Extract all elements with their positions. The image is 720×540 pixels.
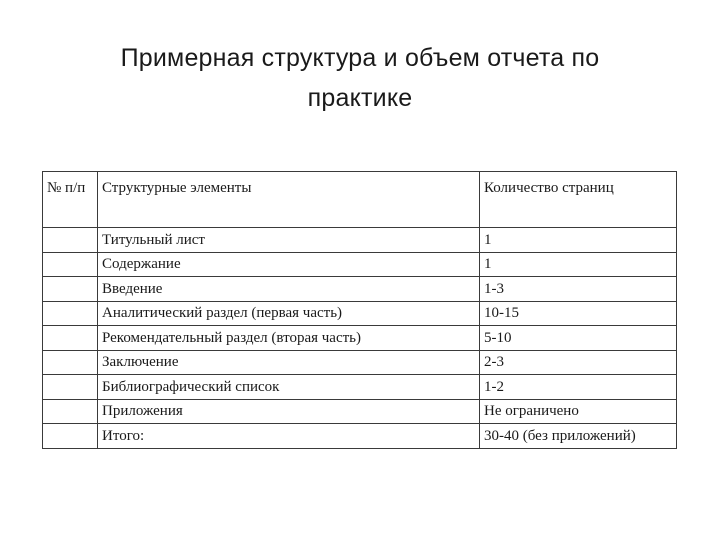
cell-number (43, 399, 98, 424)
table-header-row (43, 172, 677, 228)
cell-pages: 5-10 (480, 326, 677, 351)
cell-element: Итого: (98, 424, 480, 449)
cell-pages: 30-40 (без приложений) (480, 424, 677, 449)
table-row (43, 301, 677, 326)
table-row (43, 326, 677, 351)
cell-number (43, 326, 98, 351)
table-row (43, 424, 677, 449)
cell-element: Библиографический список (98, 375, 480, 400)
cell-element: Содержание (98, 252, 480, 277)
cell-number (43, 228, 98, 253)
table-row (43, 375, 677, 400)
cell-pages: 1-2 (480, 375, 677, 400)
table-row (43, 399, 677, 424)
page-title-line-1: Примерная структура и объем отчета по (120, 44, 600, 72)
header-elements: Структурные элементы (98, 172, 480, 228)
table-row (43, 350, 677, 375)
cell-number (43, 301, 98, 326)
cell-pages: 2-3 (480, 350, 677, 375)
cell-pages: 1 (480, 252, 677, 277)
table-row (43, 228, 677, 253)
cell-element: Рекомендательный раздел (вторая часть) (98, 326, 480, 351)
cell-element: Титульный лист (98, 228, 480, 253)
cell-number (43, 277, 98, 302)
cell-element: Аналитический раздел (первая часть) (98, 301, 480, 326)
table-row (43, 277, 677, 302)
cell-element: Введение (98, 277, 480, 302)
cell-element: Приложения (98, 399, 480, 424)
cell-pages: 10-15 (480, 301, 677, 326)
report-structure-table (42, 171, 677, 449)
header-pages: Количество страниц (480, 172, 677, 228)
header-number: № п/п (43, 172, 98, 228)
cell-pages: 1 (480, 228, 677, 253)
table-row (43, 252, 677, 277)
cell-number (43, 424, 98, 449)
cell-number (43, 350, 98, 375)
cell-pages: Не ограничено (480, 399, 677, 424)
cell-number (43, 252, 98, 277)
cell-element: Заключение (98, 350, 480, 375)
cell-number (43, 375, 98, 400)
page-title-line-2: практике (307, 84, 413, 112)
page-title (40, 38, 680, 118)
cell-pages: 1-3 (480, 277, 677, 302)
